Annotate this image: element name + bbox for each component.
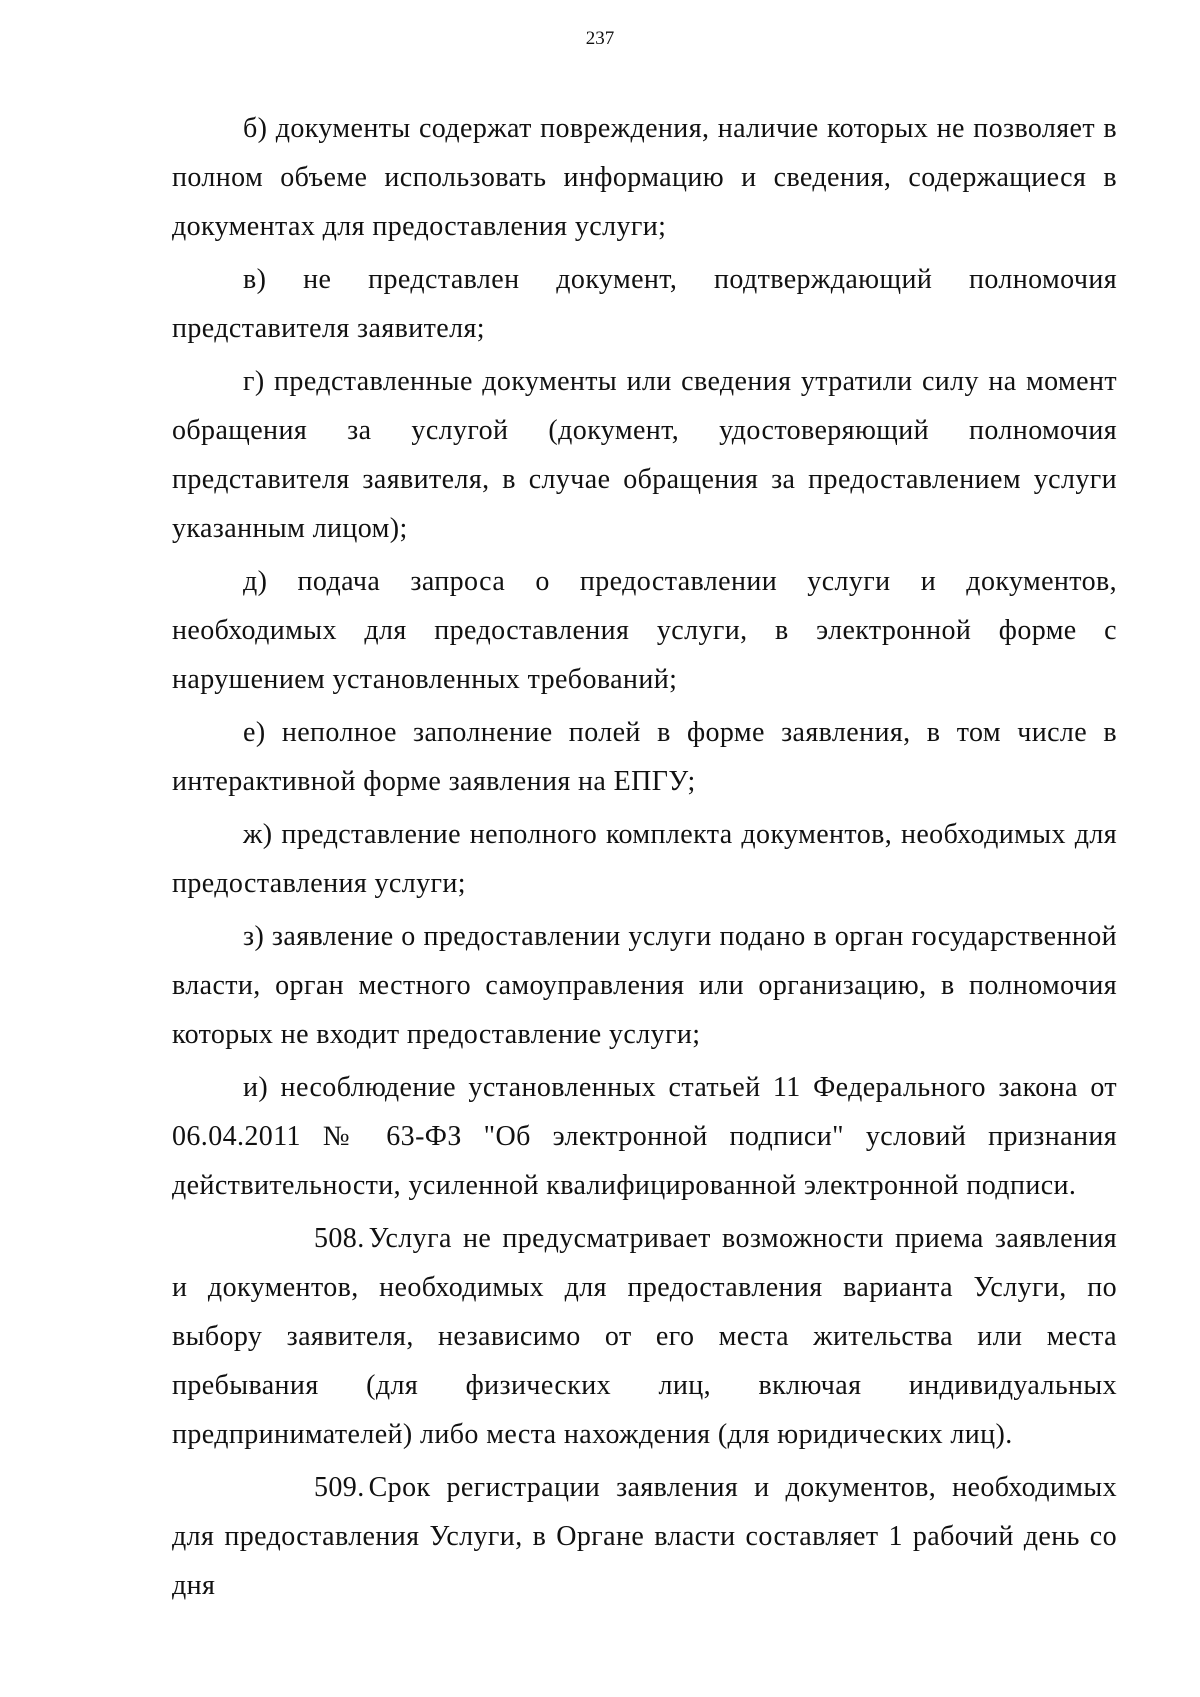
paragraph-d: д) подача запроса о предоставлении услуги и документов, необходимых для предоставления услуги, в электронной форме с нарушением установленных требований; bbox=[172, 566, 1117, 695]
paragraph-text: Срок регистрации заявления и документов, необходимых для предоставления Услуги, в Органе власти составляет 1 рабочий день со дня bbox=[172, 1472, 1117, 1601]
paragraph-g: г) представленные документы или сведения утратили силу на момент обращения за услугой (документ, удостоверяющий полномочия представителя заявителя, в случае обращения за предоставлением услуги указанным лицом); bbox=[172, 366, 1117, 544]
paragraph-v: в) не представлен документ, подтверждающий полномочия представителя заявителя; bbox=[172, 264, 1117, 344]
paragraph-508 bbox=[172, 1214, 1117, 1459]
paragraph-text: Услуга не предусматривает возможности приема заявления и документов, необходимых для предоставления варианта Услуги, по выбору заявителя, независимо от его места жительства или места пребывания (для физических лиц, включая индивидуальных предпринимателей) либо места нахождения (для юридических лиц). bbox=[172, 1223, 1117, 1450]
page-number: 237 bbox=[585, 28, 615, 49]
paragraph-i: и) несоблюдение установленных статьей 11 Федерального закона от 06.04.2011 № 63-ФЗ "Об электронной подписи" условий признания действительности, усиленной квалифицированной электронной подписи. bbox=[172, 1072, 1117, 1201]
paragraph-number: 509. bbox=[314, 1472, 365, 1503]
paragraph-e: е) неполное заполнение полей в форме заявления, в том числе в интерактивной форме заявления на ЕПГУ; bbox=[172, 717, 1117, 797]
paragraph-z: з) заявление о предоставлении услуги подано в орган государственной власти, орган местного самоуправления или организацию, в полномочия которых не входит предоставление услуги; bbox=[172, 921, 1117, 1050]
paragraph-b: б) документы содержат повреждения, наличие которых не позволяет в полном объеме использовать информацию и сведения, содержащиеся в документах для предоставления услуги; bbox=[172, 113, 1117, 242]
paragraph-number: 508. bbox=[314, 1223, 365, 1254]
paragraph-509 bbox=[172, 1463, 1117, 1610]
paragraph-zh: ж) представление неполного комплекта документов, необходимых для предоставления услуги; bbox=[172, 819, 1117, 899]
document-body bbox=[172, 104, 1117, 1614]
